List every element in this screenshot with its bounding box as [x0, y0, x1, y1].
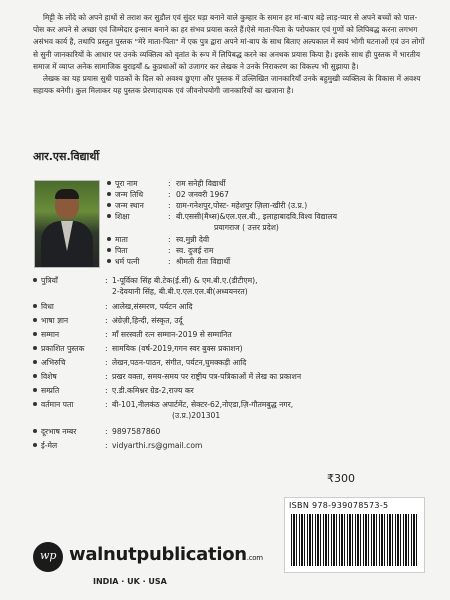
colon: :	[168, 212, 171, 221]
bullet-icon	[107, 203, 111, 207]
bullet-icon	[33, 360, 37, 364]
colon: :	[168, 201, 171, 210]
profile-value: प्रयागराज ( उत्तर प्रदेश)	[214, 223, 279, 232]
author-photo	[34, 180, 100, 268]
details-label: सम्मान	[41, 330, 60, 339]
profile-label: शिक्षा	[115, 212, 130, 221]
publisher-name	[69, 544, 263, 565]
details-value: सामयिक (वर्ष-2019,गगन स्वर बुक्स प्रकाशन)	[112, 344, 243, 353]
phone-number: 9897587860	[112, 427, 161, 436]
details-value: अंग्रेज़ी,हिन्दी, संस्कृत, उर्दू	[112, 316, 183, 325]
publisher-logo-icon	[33, 542, 63, 572]
publisher-regions: INDIA · UK · USA	[93, 577, 167, 586]
colon: :	[105, 330, 108, 339]
bullet-icon	[33, 278, 37, 282]
details-label: वर्तमान पता	[41, 400, 74, 409]
profile-label: धर्म पत्नी	[115, 257, 140, 266]
details-label: अभिरुचि	[41, 358, 66, 367]
profile-value: ग्राम-गनेशपुर,पोस्ट- महेशपुर ज़िला-खीरी (उ.प्र.)	[176, 201, 308, 210]
profile-label: जन्म तिथि	[115, 190, 144, 199]
colon: :	[105, 358, 108, 367]
colon: :	[105, 386, 108, 395]
email-address: vidyarthi.rs@gmail.com	[112, 441, 203, 450]
bullet-icon	[33, 332, 37, 336]
colon: :	[105, 427, 108, 436]
details-value: लेखन,पठन-पाठन, संगीत, पर्यटन,घुमक्कड़ी आदि	[112, 358, 247, 367]
profile-value: बी.एससी(मैथ्स)&एल.एल.बी., इलाहाबादवि.विश्व विद्यालय	[176, 212, 337, 221]
profile-label: पिता	[115, 246, 128, 255]
details-label: प्रकाशित पुस्तक	[41, 344, 85, 353]
details-value: आलेख,संस्मरण, पर्यटन आदि	[112, 302, 193, 311]
profile-value: स्व.मुन्नी देवी	[176, 235, 210, 244]
bullet-icon	[107, 259, 111, 263]
colon: :	[105, 441, 108, 450]
bullet-icon	[33, 402, 37, 406]
details-label: ई-मेल	[41, 441, 58, 450]
profile-value: 02 जनवरी 1967	[176, 190, 229, 199]
bullet-icon	[33, 443, 37, 447]
profile-label: पूरा नाम	[115, 179, 138, 188]
colon: :	[105, 344, 108, 353]
bullet-icon	[33, 429, 37, 433]
bullet-icon	[33, 388, 37, 392]
colon: :	[105, 316, 108, 325]
back-cover-blurb	[33, 12, 425, 97]
colon: :	[105, 276, 108, 285]
bullet-icon	[107, 248, 111, 252]
details-value: ए.डी.कमिश्नर ग्रेड-2,राज्य कर	[112, 386, 194, 395]
colon: :	[105, 302, 108, 311]
bullet-icon	[33, 318, 37, 322]
details-value: प्रखर वक्ता, समय-समय पर राष्ट्रीय पत्र-पत्रिकाओं में लेख का प्रकाशन	[112, 372, 302, 381]
details-value: माँ सरस्वती रत्न सम्मान-2019 से सम्मानित	[112, 330, 232, 339]
colon: :	[168, 235, 171, 244]
publisher-suffix: .com	[246, 554, 263, 562]
profile-label: माता	[115, 235, 128, 244]
author-name: आर.एस.विद्यार्थी	[33, 150, 100, 163]
profile-value: राम सनेही विद्यार्थी	[176, 179, 226, 188]
bullet-icon	[107, 192, 111, 196]
colon: :	[168, 246, 171, 255]
blurb-paragraph-2: लेखक का यह प्रयास सुधी पाठकों के दिल को अवश्य छुएगा और पुस्तक में उल्लिखित जानकारियाँ उनके बहुमुखी व्यक्तित्व के विकास में अवश्य सहायक बनेगी। कुल मिलाकर यह पुस्तक प्रेरणादायक एवं जीवनोपयोगी जानकारियों का खजाना है।	[33, 74, 421, 96]
details-label: दूरभाष नम्बर	[41, 427, 77, 436]
bullet-icon	[33, 346, 37, 350]
details-label: भाषा ज्ञान	[41, 316, 69, 325]
barcode-bars	[291, 514, 417, 566]
profile-value: स्व. दुजई राम	[176, 246, 214, 255]
isbn-text: ISBN 978-939078573-5	[289, 501, 389, 510]
bullet-icon	[107, 181, 111, 185]
details-label: सम्प्रति	[41, 386, 60, 395]
blurb-paragraph-1: मिट्टी के लोंदे को अपने हाथों से तराश कर सुडौल एवं सुंदर घड़ा बनाने वाले कुम्हार के समान हर मां-बाप बड़े लाड़-प्यार से अपने बच्चों को पाल-पोस कर अपने से अच्छा एवं जिम्मेदार इन्सान बनाने का हर संभव प्रयास करते हैं।ऐसे माता-पिता के परोपकार एवं गुणों को लिपिबद्ध करना लगभग असंभव कार्य है, तथापि प्रस्तुत पुस्तक "मेरे माता-पिता" में एक पुत्र द्वारा अपने मां-बाप के साथ बिताए अल्पकाल में स्वयं भोगी घटनाओं एवं उन लोगों से सुनी जानकारियों के आधार पर उनके व्यक्तित्व को वृतांत के रूप में लिपिबद्ध करने का अनथक प्रयास किया है। इसके साथ ही पुस्तक में भारतीय समाज में व्याप्त अनेक सामाजिक बुराइयाँ & कुप्रथाओं को उजागर कर लेखक ने उनके निराकरण का विकल्प भी सुझाया है।	[33, 13, 425, 71]
colon: :	[168, 190, 171, 199]
details-value: (उ.प्र.)201301	[172, 411, 221, 420]
logo-text: wp	[40, 549, 57, 562]
colon: :	[168, 257, 171, 266]
bullet-icon	[33, 304, 37, 308]
details-value: 2-देवयानी सिंह, बी.बी.ए.एल.एल.बी(अध्ययनरत)	[112, 287, 248, 296]
price-label: ₹300	[327, 472, 355, 485]
isbn-barcode	[284, 497, 425, 573]
colon: :	[105, 400, 108, 409]
profile-label: जन्म स्थान	[115, 201, 144, 210]
photo-hair	[55, 189, 79, 199]
author-profile	[107, 179, 437, 269]
bullet-icon	[107, 214, 111, 218]
colon: :	[168, 179, 171, 188]
author-details	[33, 276, 433, 456]
colon: :	[105, 372, 108, 381]
details-label: पुत्रियाँ	[41, 276, 58, 285]
details-label: विशेष	[41, 372, 57, 381]
details-value: बी-101,नीलकंठ अपार्टमेंट, सेक्टर-62,नोएडा,ज़ि-गौतमबुद्ध नगर,	[112, 400, 294, 409]
details-label: विधा	[41, 302, 54, 311]
bullet-icon	[107, 237, 111, 241]
bullet-icon	[33, 374, 37, 378]
publisher-name-text: walnutpublication	[69, 544, 247, 565]
profile-value: श्रीमती रीता विद्यार्थी	[176, 257, 231, 266]
details-value: 1-पूर्विका सिंह बी.टेक(ई.सी) & एम.बी.ए.(डीटीएम),	[112, 276, 258, 285]
